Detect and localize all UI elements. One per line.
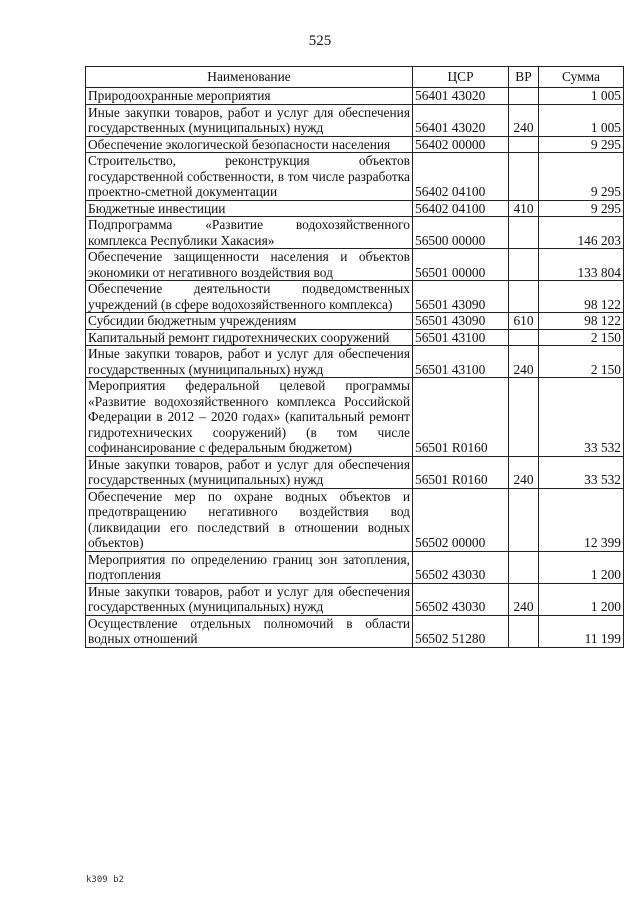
row-sum: 1 005 [539, 104, 624, 136]
row-csr: 56402 04100 [413, 200, 509, 217]
table-row [86, 615, 624, 647]
row-csr: 56402 04100 [413, 153, 509, 201]
header-name: Наименование [86, 67, 413, 88]
row-vr [509, 329, 539, 346]
row-name: Природоохранные мероприятия [86, 88, 413, 105]
row-sum: 9 295 [539, 136, 624, 153]
row-vr [509, 488, 539, 551]
table-header-row [86, 67, 624, 88]
table-row [86, 281, 624, 313]
row-csr: 56501 43090 [413, 281, 509, 313]
row-csr: 56501 43100 [413, 346, 509, 378]
table-row [86, 456, 624, 488]
row-csr: 56501 R0160 [413, 456, 509, 488]
table-row [86, 249, 624, 281]
table-row [86, 551, 624, 583]
row-vr: 240 [509, 346, 539, 378]
table-row [86, 313, 624, 330]
row-sum: 12 399 [539, 488, 624, 551]
row-vr: 240 [509, 104, 539, 136]
row-vr [509, 378, 539, 457]
row-vr: 240 [509, 456, 539, 488]
footer-code: k309 b2 [86, 875, 124, 885]
table-row [86, 583, 624, 615]
row-sum: 1 200 [539, 551, 624, 583]
row-csr: 56500 00000 [413, 217, 509, 249]
row-vr [509, 615, 539, 647]
table-row [86, 329, 624, 346]
table-row [86, 217, 624, 249]
header-sum: Сумма [539, 67, 624, 88]
row-vr [509, 551, 539, 583]
row-vr [509, 136, 539, 153]
row-name: Бюджетные инвестиции [86, 200, 413, 217]
table-row [86, 200, 624, 217]
row-csr: 56501 43090 [413, 313, 509, 330]
row-sum: 1 200 [539, 583, 624, 615]
row-sum: 2 150 [539, 346, 624, 378]
row-vr [509, 153, 539, 201]
row-name: Обеспечение мер по охране водных объектов и предотвращению негативного воздействия вод (ликвидации его последствий в отношении водных объектов) [86, 488, 413, 551]
row-csr: 56501 R0160 [413, 378, 509, 457]
row-name: Мероприятия федеральной целевой программы «Развитие водохозяйственного комплекса Российской Федерации в 2012 – 2020 годах» (капитальный ремонт гидротехнических сооружений) (в том числе софинансирование с федеральным бюджетом) [86, 378, 413, 457]
row-name: Осуществление отдельных полномочий в области водных отношений [86, 615, 413, 647]
row-vr [509, 88, 539, 105]
page-number: 525 [308, 33, 332, 49]
row-name: Иные закупки товаров, работ и услуг для обеспечения государственных (муниципальных) нужд [86, 346, 413, 378]
row-name: Иные закупки товаров, работ и услуг для обеспечения государственных (муниципальных) нужд [86, 583, 413, 615]
row-name: Строительство, реконструкция объектов государственной собственности, в том числе разработка проектно-сметной документации [86, 153, 413, 201]
row-sum: 33 532 [539, 378, 624, 457]
table-row [86, 153, 624, 201]
row-csr: 56501 00000 [413, 249, 509, 281]
row-vr: 410 [509, 200, 539, 217]
row-name: Обеспечение деятельности подведомственных учреждений (в сфере водохозяйственного комплекса) [86, 281, 413, 313]
row-sum: 98 122 [539, 313, 624, 330]
row-csr: 56501 43100 [413, 329, 509, 346]
row-sum: 9 295 [539, 200, 624, 217]
row-name: Подпрограмма «Развитие водохозяйственного комплекса Республики Хакасия» [86, 217, 413, 249]
row-sum: 146 203 [539, 217, 624, 249]
row-csr: 56502 43030 [413, 551, 509, 583]
row-name: Обеспечение экологической безопасности населения [86, 136, 413, 153]
header-csr: ЦСР [413, 67, 509, 88]
row-sum: 9 295 [539, 153, 624, 201]
table-row [86, 136, 624, 153]
row-sum: 98 122 [539, 281, 624, 313]
table-row [86, 378, 624, 457]
table-row [86, 88, 624, 105]
row-csr: 56402 00000 [413, 136, 509, 153]
row-sum: 2 150 [539, 329, 624, 346]
row-name: Мероприятия по определению границ зон затопления, подтопления [86, 551, 413, 583]
budget-table [85, 66, 624, 648]
row-sum: 33 532 [539, 456, 624, 488]
row-vr [509, 217, 539, 249]
header-vr: ВР [509, 67, 539, 88]
row-csr: 56502 00000 [413, 488, 509, 551]
row-name: Иные закупки товаров, работ и услуг для обеспечения государственных (муниципальных) нужд [86, 456, 413, 488]
row-vr: 610 [509, 313, 539, 330]
row-vr [509, 249, 539, 281]
row-sum: 1 005 [539, 88, 624, 105]
row-vr [509, 281, 539, 313]
row-vr: 240 [509, 583, 539, 615]
row-sum: 11 199 [539, 615, 624, 647]
table-row [86, 346, 624, 378]
row-name: Иные закупки товаров, работ и услуг для обеспечения государственных (муниципальных) нужд [86, 104, 413, 136]
row-csr: 56401 43020 [413, 88, 509, 105]
row-csr: 56502 51280 [413, 615, 509, 647]
row-name: Капитальный ремонт гидротехнических сооружений [86, 329, 413, 346]
row-name: Субсидии бюджетным учреждениям [86, 313, 413, 330]
table-row [86, 104, 624, 136]
row-sum: 133 804 [539, 249, 624, 281]
table-row [86, 488, 624, 551]
row-csr: 56401 43020 [413, 104, 509, 136]
row-csr: 56502 43030 [413, 583, 509, 615]
row-name: Обеспечение защищенности населения и объектов экономики от негативного воздействия вод [86, 249, 413, 281]
